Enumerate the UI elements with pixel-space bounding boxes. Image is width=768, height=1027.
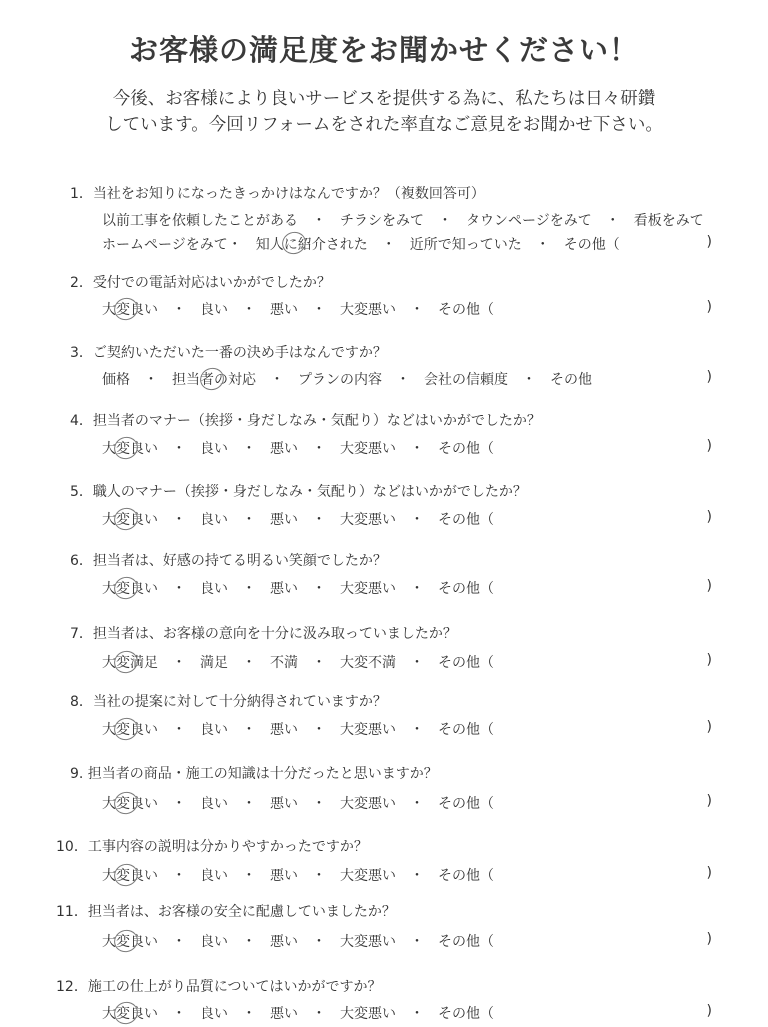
question-10-options-text: 大変良い ・ 良い ・ 悪い ・ 大変悪い ・ その他（ bbox=[102, 868, 494, 884]
question-2-options-text: 大変良い ・ 良い ・ 悪い ・ 大変悪い ・ その他（ bbox=[102, 302, 494, 318]
question-6-options[interactable] bbox=[102, 578, 712, 598]
question-9-options[interactable] bbox=[102, 793, 712, 813]
question-11-options-text: 大変良い ・ 良い ・ 悪い ・ 大変悪い ・ その他（ bbox=[102, 934, 494, 950]
intro-line-1: 今後、お客様により良いサービスを提供する為に、私たちは日々研鑽 bbox=[112, 89, 656, 109]
question-8-options[interactable] bbox=[102, 719, 712, 739]
question-2-label: 2．受付での電話対応はいかがでしたか？ bbox=[70, 275, 331, 291]
question-3-close-paren: ) bbox=[706, 369, 712, 385]
question-1-options-line-1: 以前工事を依頼したことがある ・ チラシをみて ・ タウンページをみて ・ 看板をみて bbox=[102, 213, 704, 229]
question-12-options-text: 大変良い ・ 良い ・ 悪い ・ 大変悪い ・ その他（ bbox=[102, 1006, 494, 1022]
question-1-close-paren: ) bbox=[706, 234, 712, 250]
question-9-close-paren: ) bbox=[706, 793, 712, 809]
question-5-label: 5．職人のマナー（挨拶・身だしなみ・気配り）などはいかがでしたか？ bbox=[70, 484, 527, 500]
intro-text bbox=[0, 86, 768, 138]
question-1-label: 1．当社をお知りになったきっかけはなんですか？（複数回答可） bbox=[70, 186, 485, 202]
question-3-options-text: 価格 ・ 担当者の対応 ・ プランの内容 ・ 会社の信頼度 ・ その他 bbox=[102, 372, 592, 388]
question-7-options[interactable] bbox=[102, 652, 712, 672]
question-1-options-row-1[interactable] bbox=[102, 210, 712, 230]
question-3-label: 3．ご契約いただいた一番の決め手はなんですか？ bbox=[70, 345, 387, 361]
question-9-options-text: 大変良い ・ 良い ・ 悪い ・ 大変悪い ・ その他（ bbox=[102, 796, 494, 812]
question-4-close-paren: ) bbox=[706, 438, 712, 454]
question-11-close-paren: ) bbox=[706, 931, 712, 947]
question-6-close-paren: ) bbox=[706, 578, 712, 594]
question-10-close-paren: ) bbox=[706, 865, 712, 881]
question-2-options[interactable] bbox=[102, 299, 712, 319]
question-2-close-paren: ) bbox=[706, 299, 712, 315]
question-8-close-paren: ) bbox=[706, 719, 712, 735]
question-11-label: 11．担当者は、お客様の安全に配慮していましたか？ bbox=[56, 904, 396, 920]
question-4-options[interactable] bbox=[102, 438, 712, 458]
question-1-options-row-2[interactable] bbox=[102, 234, 712, 254]
question-5-close-paren: ) bbox=[706, 509, 712, 525]
question-7-close-paren: ) bbox=[706, 652, 712, 668]
question-8-label: 8．当社の提案に対して十分納得されていますか？ bbox=[70, 694, 387, 710]
question-3-options[interactable] bbox=[102, 369, 712, 389]
question-4-label: 4．担当者のマナー（挨拶・身だしなみ・気配り）などはいかがでしたか？ bbox=[70, 413, 541, 429]
question-5-options-text: 大変良い ・ 良い ・ 悪い ・ 大変悪い ・ その他（ bbox=[102, 512, 494, 528]
question-6-options-text: 大変良い ・ 良い ・ 悪い ・ 大変悪い ・ その他（ bbox=[102, 581, 494, 597]
intro-line-2: しています。今回リフォームをされた率直なご意見をお聞かせ下さい。 bbox=[105, 115, 663, 135]
question-12-close-paren: ) bbox=[706, 1003, 712, 1019]
question-7-options-text: 大変満足 ・ 満足 ・ 不満 ・ 大変不満 ・ その他（ bbox=[102, 655, 494, 671]
question-12-label: 12．施工の仕上がり品質についてはいかがですか？ bbox=[56, 979, 382, 995]
question-7-label: 7．担当者は、お客様の意向を十分に汲み取っていましたか？ bbox=[70, 626, 457, 642]
question-4-options-text: 大変良い ・ 良い ・ 悪い ・ 大変悪い ・ その他（ bbox=[102, 441, 494, 457]
question-1-options-line-2: ホームページをみて・ 知人に紹介された ・ 近所で知っていた ・ その他（ bbox=[102, 237, 620, 253]
question-10-options[interactable] bbox=[102, 865, 712, 885]
question-10-label: 10．工事内容の説明は分かりやすかったですか？ bbox=[56, 839, 368, 855]
question-11-options[interactable] bbox=[102, 931, 712, 951]
question-6-label: 6．担当者は、好感の持てる明るい笑顔でしたか？ bbox=[70, 553, 387, 569]
question-8-options-text: 大変良い ・ 良い ・ 悪い ・ 大変悪い ・ その他（ bbox=[102, 722, 494, 738]
question-12-options[interactable] bbox=[102, 1003, 712, 1023]
question-5-options[interactable] bbox=[102, 509, 712, 529]
page-title: お客様の満足度をお聞かせください！ bbox=[128, 33, 639, 67]
question-9-label: 9. 担当者の商品・施工の知識は十分だったと思いますか？ bbox=[70, 766, 438, 782]
